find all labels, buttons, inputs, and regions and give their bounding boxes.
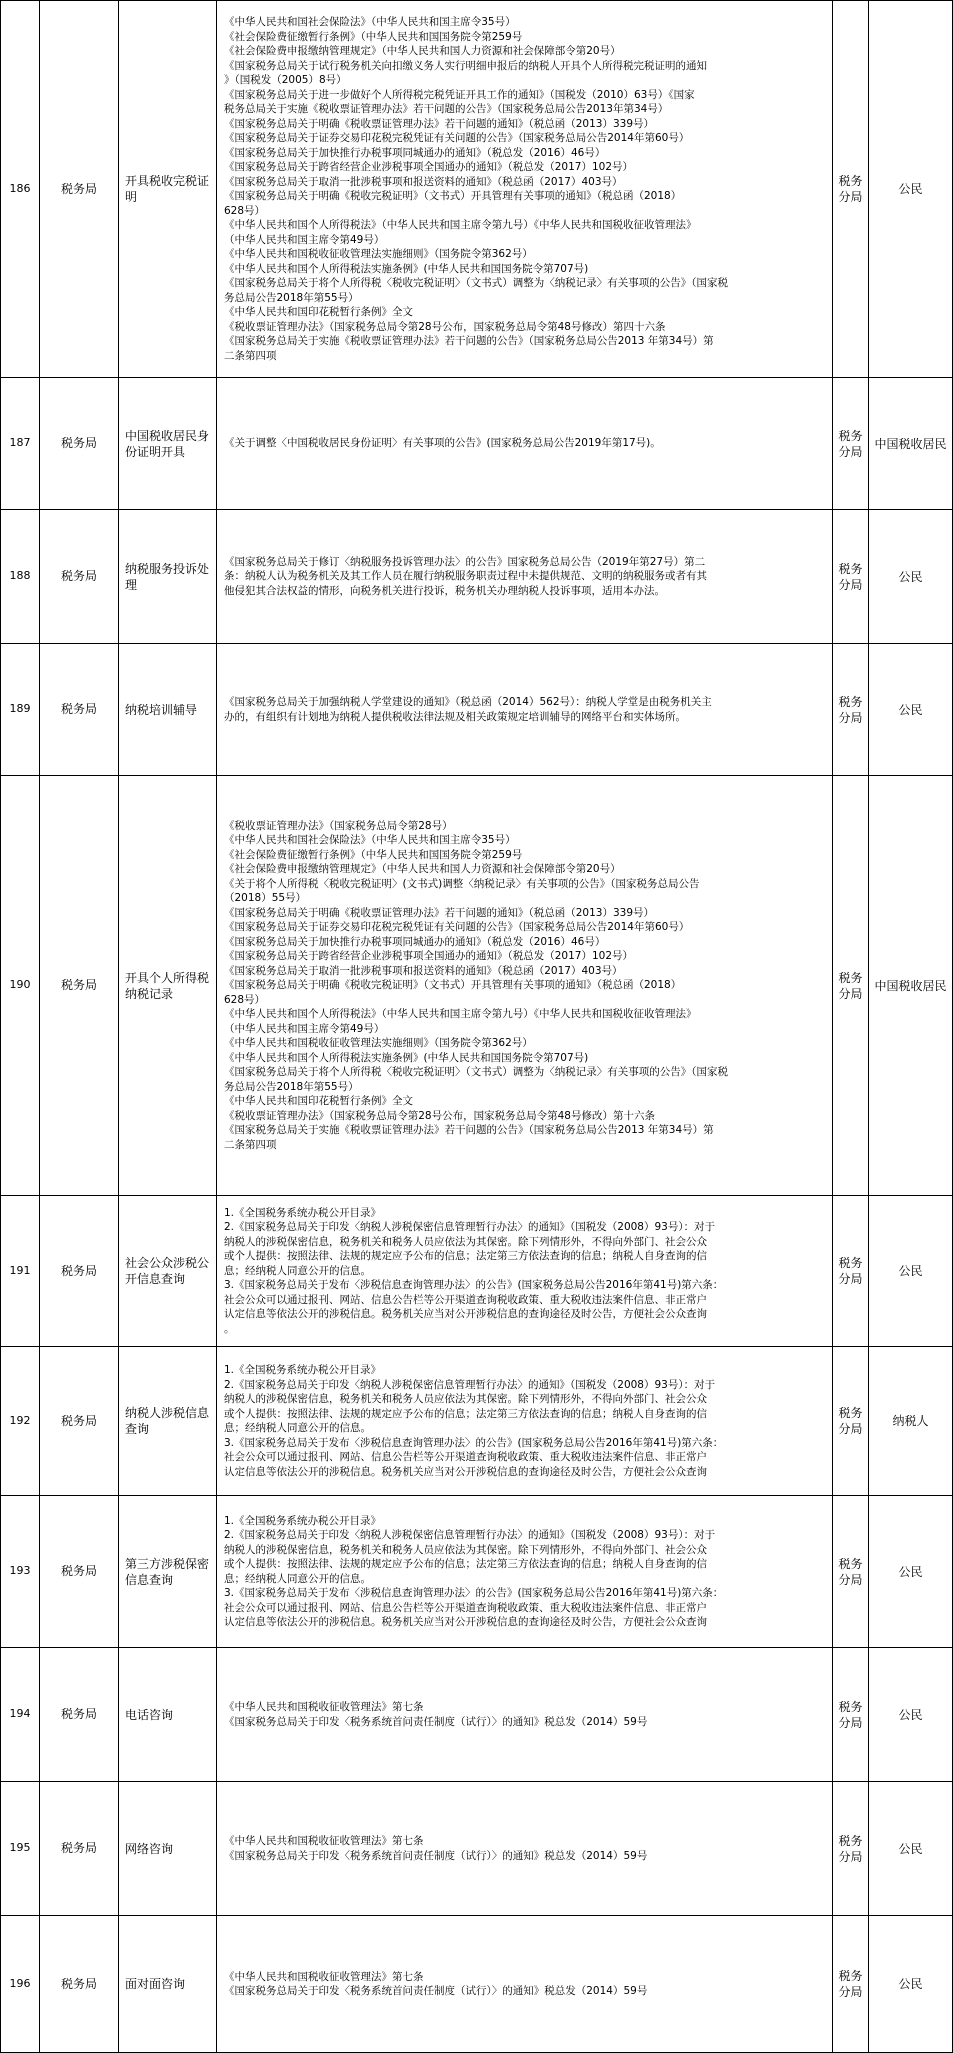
legal-basis (217, 1782, 833, 1916)
basis-line: 《中华人民共和国税收征收管理法》第七条 (224, 1970, 424, 1983)
legal-basis (217, 1347, 833, 1496)
basis-line: 务总局公告2018年第55号） (224, 1080, 359, 1093)
service-target: 公民 (869, 1916, 953, 2053)
table-row (1, 1496, 953, 1648)
basis-line: 纳税人的涉税保密信息，税务机关和税务人员应依法为其保密。除下列情形外，不得向外部门、社会公众 (224, 1543, 707, 1556)
table-row (1, 378, 953, 510)
legal-basis (217, 378, 833, 510)
basis-line: 《国家税务总局关于明确《税收完税证明》（文书式）开具管理有关事项的通知》（税总函（2018） (224, 190, 682, 202)
basis-line: 《国家税务总局关于印发〈税务系统首问责任制度（试行）〉的通知》税总发（2014）59号 (224, 1849, 648, 1862)
handling-unit: 税务分局 (833, 1196, 869, 1347)
service-target: 公民 (869, 1496, 953, 1648)
basis-line: 《中华人民共和国社会保险法》（中华人民共和国主席令35号） (224, 16, 516, 28)
department: 税务局 (40, 378, 119, 510)
basis-line: 《国家税务总局关于印发〈税务系统首问责任制度（试行）〉的通知》税总发（2014）59号 (224, 1715, 648, 1728)
basis-line: 2.《国家税务总局关于印发〈纳税人涉税保密信息管理暂行办法〉的通知》（国税发（2008）93号）：对于 (224, 1221, 716, 1234)
table-body (1, 1, 953, 2053)
table-row (1, 1347, 953, 1496)
handling-unit: 税务分局 (833, 510, 869, 644)
basis-line: 《国家税务总局关于将个人所得税〈税收完税证明〉（文书式）调整为〈纳税记录〉有关事项的公告》（国家税 (224, 1066, 728, 1079)
basis-line: 《税收票证管理办法》（国家税务总局令第28号公布，国家税务总局令第48号修改）第十六条 (224, 1109, 655, 1122)
basis-line: 纳税人的涉税保密信息，税务机关和税务人员应依法为其保密。除下列情形外，不得向外部门、社会公众 (224, 1393, 707, 1405)
handling-unit: 税务分局 (833, 1, 869, 378)
row-number: 189 (1, 644, 40, 776)
legal-basis (217, 510, 833, 644)
basis-line: 纳税人的涉税保密信息，税务机关和税务人员应依法为其保密。除下列情形外，不得向外部门、社会公众 (224, 1235, 707, 1248)
basis-line: 《国家税务总局关于加快推行办税事项同城通办的通知》（税总发（2016）46号） (224, 935, 606, 948)
department: 税务局 (40, 1347, 119, 1496)
handling-unit: 税务分局 (833, 644, 869, 776)
basis-line: 二条第四项 (224, 349, 277, 362)
service-name: 中国税收居民身份证明开具 (119, 378, 217, 510)
row-number: 191 (1, 1196, 40, 1347)
service-name: 纳税培训辅导 (119, 644, 217, 776)
basis-line: 《国家税务总局关于加强纳税人学堂建设的通知》（税总函（2014）562号）：纳税人学堂是由税务机关主 (224, 696, 712, 708)
basis-line: 或个人提供：按照法律、法规的规定应予公布的信息；法定第三方依法查询的信息；纳税人自身查询的信 (224, 1558, 707, 1570)
row-number: 193 (1, 1496, 40, 1648)
department: 税务局 (40, 1, 119, 378)
basis-line: 3.《国家税务总局关于发布〈涉税信息查询管理办法〉的公告》(国家税务总局公告2016年第41号)第六条： (224, 1279, 724, 1292)
basis-line: 《国家税务总局关于取消一批涉税事项和报送资料的通知》（税总函（2017）403号） (224, 964, 623, 977)
basis-line: 628号） (224, 993, 266, 1006)
service-target: 公民 (869, 1648, 953, 1782)
handling-unit: 税务分局 (833, 1916, 869, 2053)
service-target: 纳税人 (869, 1347, 953, 1496)
basis-line: 社会公众可以通过报刊、网站、信息公告栏等公开渠道查询税收政策、重大税收违法案件信息、非正常户 (224, 1451, 707, 1463)
row-number: 194 (1, 1648, 40, 1782)
service-name: 电话咨询 (119, 1648, 217, 1782)
department: 税务局 (40, 776, 119, 1196)
department: 税务局 (40, 1916, 119, 2053)
row-number: 196 (1, 1916, 40, 2053)
legal-basis (217, 644, 833, 776)
service-target: 公民 (869, 1, 953, 378)
legal-basis (217, 776, 833, 1196)
basis-line: 1.《全国税务系统办税公开目录》 (224, 1364, 382, 1376)
basis-line: 《中华人民共和国税收征收管理法》第七条 (224, 1835, 424, 1847)
service-name: 社会公众涉税公开信息查询 (119, 1196, 217, 1347)
basis-line: 《关于调整〈中国税收居民身份证明〉有关事项的公告》(国家税务总局公告2019年第17号)。 (224, 437, 661, 450)
basis-line: （中华人民共和国主席令第49号） (224, 233, 385, 246)
table-row (1, 644, 953, 776)
basis-line: 《国家税务总局关于证券交易印花税完税凭证有关问题的公告》（国家税务总局公告2014年第60号） (224, 132, 690, 144)
basis-line: 《中华人民共和国印花税暂行条例》全文 (224, 306, 413, 318)
basis-line: 《国家税务总局关于证券交易印花税完税凭证有关问题的公告》（国家税务总局公告2014年第60号） (224, 921, 690, 934)
basis-line: 息；经纳税人同意公开的信息。 (224, 1572, 371, 1585)
basis-line: 《国家税务总局关于明确《税收票证管理办法》若干问题的通知》（税总函（2013）339号） (224, 906, 655, 919)
service-target: 中国税收居民 (869, 378, 953, 510)
basis-line: 息；经纳税人同意公开的信息。 (224, 1264, 371, 1277)
basis-line: 《社会保险费申报缴纳管理规定》（中华人民共和国人力资源和社会保障部令第20号） (224, 45, 621, 57)
handling-unit: 税务分局 (833, 1347, 869, 1496)
table-row (1, 1916, 953, 2053)
basis-line: 《税收票证管理办法》（国家税务总局令第28号公布，国家税务总局令第48号修改）第四十六条 (224, 320, 666, 333)
basis-line: 他侵犯其合法权益的情形，向税务机关进行投诉，税务机关办理纳税人投诉事项，适用本办法。 (224, 584, 665, 597)
table-row (1, 776, 953, 1196)
department: 税务局 (40, 1196, 119, 1347)
service-name: 第三方涉税保密信息查询 (119, 1496, 217, 1648)
row-number: 188 (1, 510, 40, 644)
table-row (1, 1196, 953, 1347)
service-target: 公民 (869, 644, 953, 776)
basis-line: 《国家税务总局关于印发〈税务系统首问责任制度（试行）〉的通知》税总发（2014）59号 (224, 1985, 648, 1997)
basis-line: 《社会保险费征缴暂行条例》（中华人民共和国国务院令第259号 (224, 848, 523, 861)
service-name: 纳税服务投诉处理 (119, 510, 217, 644)
basis-line: 《国家税务总局关于实施《税收票证管理办法》若干问题的公告》（国家税务总局公告2013 年第34号）第 (224, 335, 714, 347)
handling-unit: 税务分局 (833, 1648, 869, 1782)
basis-line: （中华人民共和国主席令第49号） (224, 1022, 385, 1035)
department: 税务局 (40, 510, 119, 644)
basis-line: 《中华人民共和国印花税暂行条例》全文 (224, 1095, 413, 1108)
basis-line: 《社会保险费申报缴纳管理规定》（中华人民共和国人力资源和社会保障部令第20号） (224, 863, 621, 876)
basis-line: 《国家税务总局关于进一步做好个人所得税完税凭证开具工作的通知》（国税发（2010）63号）《国家 (224, 88, 695, 101)
basis-line: 《中华人民共和国个人所得税法》（中华人民共和国主席令第九号）《中华人民共和国税收征收管理法》 (224, 1008, 697, 1021)
basis-line: 《税收票证管理办法》（国家税务总局令第28号） (224, 819, 453, 832)
basis-line: 《关于将个人所得税〈税收完税证明〉(文书式)调整〈纳税记录〉有关事项的公告》（国家税务总局公告 (224, 877, 700, 890)
basis-line: 二条第四项 (224, 1138, 277, 1151)
basis-line: 。 (224, 1322, 235, 1335)
service-name: 面对面咨询 (119, 1916, 217, 2053)
handling-unit: 税务分局 (833, 776, 869, 1196)
basis-line: 3.《国家税务总局关于发布〈涉税信息查询管理办法〉的公告》(国家税务总局公告2016年第41号)第六条： (224, 1587, 724, 1599)
basis-line: 《中华人民共和国税收征收管理法实施细则》（国务院令第362号） (224, 1037, 533, 1050)
basis-line: 《中华人民共和国个人所得税法实施条例》(中华人民共和国国务院令第707号) (224, 1051, 589, 1064)
table-row (1, 1, 953, 378)
basis-line: （2018）55号） (224, 892, 307, 905)
table-row (1, 1782, 953, 1916)
row-number: 192 (1, 1347, 40, 1496)
basis-line: 《国家税务总局关于明确《税收票证管理办法》若干问题的通知》（税总函（2013）339号） (224, 117, 655, 130)
basis-line: 息；经纳税人同意公开的信息。 (224, 1422, 371, 1434)
basis-line: 务总局公告2018年第55号） (224, 291, 359, 304)
row-number: 186 (1, 1, 40, 378)
service-name: 网络咨询 (119, 1782, 217, 1916)
service-name: 开具税收完税证明 (119, 1, 217, 378)
basis-line: 2.《国家税务总局关于印发〈纳税人涉税保密信息管理暂行办法〉的通知》（国税发（2008）93号）：对于 (224, 1378, 716, 1391)
handling-unit: 税务分局 (833, 1782, 869, 1916)
basis-line: 628号） (224, 204, 266, 217)
basis-line: 《中华人民共和国个人所得税法》（中华人民共和国主席令第九号）《中华人民共和国税收征收管理法》 (224, 219, 697, 231)
basis-line: 《国家税务总局关于加快推行办税事项同城通办的通知》（税总发（2016）46号） (224, 146, 606, 159)
row-number: 187 (1, 378, 40, 510)
legal-basis (217, 1, 833, 378)
basis-line: 《社会保险费征缴暂行条例》（中华人民共和国国务院令第259号 (224, 30, 523, 43)
basis-line: 《国家税务总局关于实施《税收票证管理办法》若干问题的公告》（国家税务总局公告2013 年第34号）第 (224, 1124, 714, 1137)
handling-unit: 税务分局 (833, 1496, 869, 1648)
basis-line: 《国家税务总局关于跨省经营企业涉税事项全国通办的通知》（税总发（2017）102号） (224, 161, 634, 173)
basis-line: 或个人提供：按照法律、法规的规定应予公布的信息；法定第三方依法查询的信息；纳税人自身查询的信 (224, 1250, 707, 1263)
basis-line: 《国家税务总局关于明确《税收完税证明》（文书式）开具管理有关事项的通知》（税总函（2018） (224, 979, 682, 992)
basis-line: 《中华人民共和国社会保险法》（中华人民共和国主席令35号） (224, 834, 516, 847)
basis-line: 《中华人民共和国个人所得税法实施条例》(中华人民共和国国务院令第707号) (224, 262, 589, 275)
row-number: 195 (1, 1782, 40, 1916)
department: 税务局 (40, 1648, 119, 1782)
basis-line: 《国家税务总局关于试行税务机关向扣缴义务人实行明细申报后的纳税人开具个人所得税完税证明的通知 (224, 59, 707, 72)
basis-line: 《国家税务总局关于将个人所得税〈税收完税证明〉（文书式）调整为〈纳税记录〉有关事项的公告》（国家税 (224, 277, 728, 289)
basis-line: 或个人提供：按照法律、法规的规定应予公布的信息；法定第三方依法查询的信息；纳税人自身查询的信 (224, 1407, 707, 1420)
basis-line: 《国家税务总局关于跨省经营企业涉税事项全国通办的通知》（税总发（2017）102号） (224, 950, 634, 963)
handling-unit: 税务分局 (833, 378, 869, 510)
table-row (1, 1648, 953, 1782)
service-target: 中国税收居民 (869, 776, 953, 1196)
basis-line: 1.《全国税务系统办税公开目录》 (224, 1206, 382, 1219)
basis-line: 》（国税发（2005）8号） (224, 74, 347, 86)
basis-line: 《中华人民共和国税收征收管理法实施细则》（国务院令第362号） (224, 248, 533, 260)
basis-line: 认定信息等依法公开的涉税信息。税务机关应当对公开涉税信息的查询途径及时公告，方便社会公众查询 (224, 1465, 707, 1478)
service-target: 公民 (869, 1782, 953, 1916)
service-name: 纳税人涉税信息查询 (119, 1347, 217, 1496)
legal-basis (217, 1196, 833, 1347)
row-number: 190 (1, 776, 40, 1196)
service-target: 公民 (869, 510, 953, 644)
basis-line: 税务总局关于实施《税收票证管理办法》若干问题的公告》（国家税务总局公告2013年第34号） (224, 103, 669, 115)
basis-line: 2.《国家税务总局关于印发〈纳税人涉税保密信息管理暂行办法〉的通知》（国税发（2008）93号）：对于 (224, 1529, 716, 1541)
department: 税务局 (40, 644, 119, 776)
basis-line: 《国家税务总局关于修订〈纳税服务投诉管理办法〉的公告》国家税务总局公告（2019年第27号）第二 (224, 555, 706, 568)
basis-line: 社会公众可以通过报刊、网站、信息公告栏等公开渠道查询税收政策、重大税收违法案件信息、非正常户 (224, 1601, 707, 1614)
basis-line: 办的，有组织有计划地为纳税人提供税收法律法规及相关政策规定培训辅导的网络平台和实体场所。 (224, 710, 686, 723)
legal-basis (217, 1496, 833, 1648)
legal-basis (217, 1916, 833, 2053)
basis-line: 条：纳税人认为税务机关及其工作人员在履行纳税服务职责过程中未提供规范、文明的纳税服务或者有其 (224, 570, 707, 583)
basis-line: 3.《国家税务总局关于发布〈涉税信息查询管理办法〉的公告》(国家税务总局公告2016年第41号)第六条： (224, 1436, 724, 1449)
basis-line: 《国家税务总局关于取消一批涉税事项和报送资料的通知》（税总函（2017）403号） (224, 175, 623, 188)
service-target: 公民 (869, 1196, 953, 1347)
basis-line: 社会公众可以通过报刊、网站、信息公告栏等公开渠道查询税收政策、重大税收违法案件信息、非正常户 (224, 1293, 707, 1306)
basis-line: 1.《全国税务系统办税公开目录》 (224, 1514, 382, 1527)
department: 税务局 (40, 1496, 119, 1648)
table-row (1, 510, 953, 644)
basis-line: 认定信息等依法公开的涉税信息。税务机关应当对公开涉税信息的查询途径及时公告，方便社会公众查询 (224, 1616, 707, 1628)
department: 税务局 (40, 1782, 119, 1916)
legal-basis (217, 1648, 833, 1782)
basis-line: 《中华人民共和国税收征收管理法》第七条 (224, 1701, 424, 1713)
service-name: 开具个人所得税纳税记录 (119, 776, 217, 1196)
basis-line: 认定信息等依法公开的涉税信息。税务机关应当对公开涉税信息的查询途径及时公告，方便社会公众查询 (224, 1308, 707, 1321)
